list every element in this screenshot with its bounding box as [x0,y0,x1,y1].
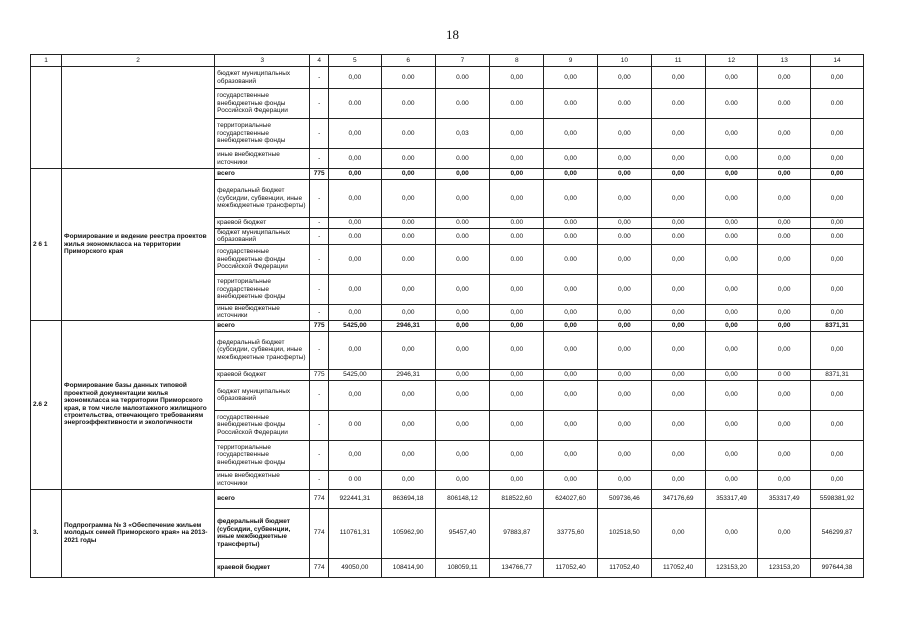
amount-cell: 117052,40 [544,558,598,577]
amount-cell: 0,00 [544,320,598,331]
amount-cell: 123153,20 [758,558,811,577]
amount-cell: 134766,77 [490,558,544,577]
amount-cell: 0,00 [597,169,651,180]
amount-cell: 0,00 [328,331,381,369]
amount-cell: 5598381,92 [811,489,864,508]
amount-cell: 922441,31 [328,489,381,508]
ministry-code: 775 [310,369,329,380]
column-header: 10 [597,55,651,67]
amount-cell: 353317,49 [758,489,811,508]
amount-cell: 0,00 [705,244,758,274]
amount-cell: 0,00 [435,304,490,320]
amount-cell: 0,00 [328,440,381,470]
amount-cell: 0.00 [435,244,490,274]
header-row [31,55,864,67]
ministry-code: - [310,149,329,169]
amount-cell: 0,00 [705,274,758,304]
amount-cell: 0,03 [435,119,490,149]
amount-cell: 0,00 [705,218,758,229]
amount-cell: 806148,12 [435,489,490,508]
amount-cell: 0,00 [490,410,544,440]
table-row [31,67,864,89]
amount-cell: 0,00 [811,440,864,470]
ministry-code: 774 [310,489,329,508]
amount-cell: 0,00 [381,410,435,440]
amount-cell: 0,00 [435,440,490,470]
amount-cell: 0.00 [435,89,490,119]
amount-cell: 0,00 [544,470,598,489]
amount-cell: 0,00 [651,440,705,470]
column-header: 2 [62,55,215,67]
amount-cell: 0,00 [490,119,544,149]
funding-source: всего [215,489,310,508]
amount-cell: 0,00 [490,169,544,180]
amount-cell: 0,00 [435,331,490,369]
amount-cell: 0,00 [490,274,544,304]
amount-cell: 0,00 [435,380,490,410]
amount-cell: 0,00 [544,369,598,380]
funding-source: всего [215,169,310,180]
amount-cell: 0,00 [758,380,811,410]
amount-cell: 0,00 [381,380,435,410]
amount-cell: 5425,00 [328,369,381,380]
amount-cell: 0,00 [705,169,758,180]
amount-cell: 0,00 [811,119,864,149]
amount-cell: 0,00 [651,149,705,169]
amount-cell: 0,00 [544,274,598,304]
amount-cell: 0,00 [544,410,598,440]
funding-source: государственные внебюджетные фонды Российской Федерации [215,89,310,119]
column-header: 12 [705,55,758,67]
funding-source: территориальные государственные внебюджетные фонды [215,274,310,304]
amount-cell: 0,00 [811,218,864,229]
ministry-code: - [310,304,329,320]
column-header: 9 [544,55,598,67]
amount-cell: 0,00 [651,274,705,304]
amount-cell: 0,00 [435,410,490,440]
column-header: 11 [651,55,705,67]
amount-cell: 0,00 [651,218,705,229]
column-header: 5 [328,55,381,67]
column-header: 8 [490,55,544,67]
amount-cell: 8371,31 [811,320,864,331]
funding-source: иные внебюджетные источники [215,470,310,489]
amount-cell: 0,00 [651,508,705,558]
amount-cell: 0,00 [490,380,544,410]
amount-cell: 0,00 [758,440,811,470]
amount-cell: 0.00 [381,89,435,119]
amount-cell: 0,00 [705,180,758,218]
amount-cell: 0,00 [651,67,705,89]
amount-cell: 0,00 [811,169,864,180]
amount-cell: 102518,50 [597,508,651,558]
ministry-code: - [310,410,329,440]
amount-cell: 0,00 [651,119,705,149]
ministry-code: - [310,380,329,410]
amount-cell: 0,00 [811,149,864,169]
column-header: 3 [215,55,310,67]
ministry-code: - [310,67,329,89]
amount-cell: 117052,40 [651,558,705,577]
amount-cell: 0.00 [758,229,811,245]
amount-cell: 108059,11 [435,558,490,577]
funding-source: всего [215,320,310,331]
amount-cell: 0,00 [651,320,705,331]
amount-cell: 0,00 [328,180,381,218]
amount-cell: 0,00 [381,331,435,369]
amount-cell: 0,00 [381,440,435,470]
ministry-code: - [310,244,329,274]
amount-cell: 8371,31 [811,369,864,380]
amount-cell: 0,00 [705,470,758,489]
amount-cell: 0,00 [328,169,381,180]
amount-cell: 0.00 [811,229,864,245]
item-number: 3. [31,489,62,577]
amount-cell: 0,00 [758,304,811,320]
amount-cell: 0,00 [811,410,864,440]
amount-cell: 0,00 [758,410,811,440]
funding-source: бюджет муниципальных образований [215,229,310,245]
amount-cell: 0,00 [597,304,651,320]
amount-cell: 0,00 [328,149,381,169]
amount-cell: 0,00 [435,274,490,304]
amount-cell: 0.00 [381,229,435,245]
amount-cell: 0,00 [758,320,811,331]
amount-cell: 0,00 [435,470,490,489]
amount-cell: 0,00 [705,67,758,89]
amount-cell: 0,00 [544,180,598,218]
funding-source: иные внебюджетные источники [215,149,310,169]
amount-cell: 0,00 [597,180,651,218]
ministry-code: - [310,89,329,119]
funding-source: краевой бюджет [215,558,310,577]
amount-cell: 0,00 [651,169,705,180]
amount-cell: 0,00 [490,304,544,320]
amount-cell: 0.00 [544,89,598,119]
amount-cell: 0,00 [705,410,758,440]
amount-cell: 0,00 [544,169,598,180]
table-body [31,67,864,578]
ministry-code: 775 [310,169,329,180]
column-header: 1 [31,55,62,67]
amount-cell: 0,00 [758,331,811,369]
item-number: 2 6 1 [31,169,62,321]
funding-source: бюджет муниципальных образований [215,380,310,410]
amount-cell: 0,00 [544,440,598,470]
page-number: 18 [446,27,459,42]
amount-cell: 0,00 [597,149,651,169]
amount-cell: 95457,40 [435,508,490,558]
amount-cell: 0.00 [435,67,490,89]
funding-source: государственные внебюджетные фонды Российской Федерации [215,410,310,440]
funding-source: федеральный бюджет (субсидии, субвенции, иные межбюджетные трансферты) [215,180,310,218]
amount-cell: 0,00 [435,169,490,180]
amount-cell: 5425,00 [328,320,381,331]
amount-cell: 624027,60 [544,489,598,508]
budget-table [30,54,864,578]
amount-cell: 0,00 [328,274,381,304]
ministry-code: - [310,440,329,470]
amount-cell: 0,00 [328,67,381,89]
table-row [31,320,864,331]
amount-cell: 0,00 [435,320,490,331]
column-header: 4 [310,55,329,67]
amount-cell: 0,00 [651,331,705,369]
amount-cell: 0.00 [544,229,598,245]
amount-cell: 0.00 [381,244,435,274]
amount-cell: 0,00 [705,119,758,149]
amount-cell: 0,00 [597,380,651,410]
amount-cell: 997644,38 [811,558,864,577]
item-number [31,67,62,169]
amount-cell: 0,00 [490,149,544,169]
amount-cell: 0,00 [328,218,381,229]
item-name: Формирование и ведение реестра проектов жилья экономкласса на территории Приморского края [62,169,215,321]
amount-cell: 0,00 [758,470,811,489]
amount-cell: 2946,31 [381,320,435,331]
column-header: 7 [435,55,490,67]
amount-cell: 0,00 [490,320,544,331]
amount-cell: 123153,20 [705,558,758,577]
amount-cell: 0,00 [651,380,705,410]
ministry-code: - [310,229,329,245]
amount-cell: 0,00 [597,119,651,149]
amount-cell: 0,00 [490,67,544,89]
amount-cell: 0,00 [490,440,544,470]
amount-cell: 0,00 [597,440,651,470]
funding-source: бюджет муниципальных образований [215,67,310,89]
table-row [31,169,864,180]
amount-cell: 0,00 [597,244,651,274]
column-header: 6 [381,55,435,67]
amount-cell: 0,00 [758,218,811,229]
amount-cell: 0,00 [758,180,811,218]
amount-cell: 0,00 [381,274,435,304]
amount-cell: 0,00 [811,380,864,410]
amount-cell: 0,00 [597,274,651,304]
amount-cell: 0.00 [597,229,651,245]
funding-source: территориальные государственные внебюджетные фонды [215,440,310,470]
amount-cell: 105962,90 [381,508,435,558]
amount-cell: 863694,18 [381,489,435,508]
amount-cell: 0.00 [381,67,435,89]
amount-cell: 0,00 [597,410,651,440]
amount-cell: 0.00 [435,229,490,245]
amount-cell: 0.00 [705,229,758,245]
amount-cell: 0,00 [758,119,811,149]
amount-cell: 0,00 [544,380,598,410]
ministry-code: 775 [310,320,329,331]
amount-cell: 0,00 [597,320,651,331]
amount-cell: 110761,31 [328,508,381,558]
amount-cell: 0,00 [705,369,758,380]
amount-cell: 0,00 [811,470,864,489]
amount-cell: 0,00 [597,470,651,489]
amount-cell: 108414,90 [381,558,435,577]
amount-cell: 0.00 [328,89,381,119]
amount-cell: 0,00 [705,508,758,558]
amount-cell: 0,00 [811,244,864,274]
item-name: Подпрограмма № 3 «Обеспечение жильем молодых семей Приморского края» на 2013-2021 годы [62,489,215,577]
amount-cell: 0,00 [651,304,705,320]
column-header: 13 [758,55,811,67]
amount-cell: 0,00 [490,331,544,369]
amount-cell: 0,00 [705,440,758,470]
item-number: 2.6 2 [31,320,62,489]
funding-source: краевой бюджет [215,218,310,229]
amount-cell: 0,00 [758,169,811,180]
amount-cell: 0.00 [381,218,435,229]
amount-cell: 0.00 [435,218,490,229]
amount-cell: 0,00 [597,218,651,229]
amount-cell: 0,00 [544,67,598,89]
amount-cell: 0.00 [651,89,705,119]
amount-cell: 0,00 [544,119,598,149]
amount-cell: 0,00 [435,369,490,380]
amount-cell: 0 00 [758,369,811,380]
amount-cell: 0,00 [651,180,705,218]
amount-cell: 33775,60 [544,508,598,558]
item-name [62,67,215,169]
funding-source: федеральный бюджет (субсидии, субвенции, иные межбюджетные трансферты) [215,331,310,369]
amount-cell: 0,00 [381,304,435,320]
ministry-code: - [310,470,329,489]
amount-cell: 0,00 [544,304,598,320]
amount-cell: 0,00 [758,149,811,169]
amount-cell: 0,00 [544,149,598,169]
amount-cell: 353317,49 [705,489,758,508]
amount-cell: 0,00 [811,67,864,89]
amount-cell: 0,00 [651,369,705,380]
amount-cell: 0,00 [811,274,864,304]
item-name: Формирование базы данных типовой проектной документации жилья экономкласса на территории Приморского края, в том числе малоэтажного жилищного строительства, отвечающего требованиям энергоэффективности и экологичности [62,320,215,489]
ministry-code: - [310,274,329,304]
funding-source: иные внебюджетные источники [215,304,310,320]
amount-cell: 0.00 [490,89,544,119]
amount-cell: 0,00 [328,380,381,410]
amount-cell: 0,00 [705,380,758,410]
amount-cell: 0,00 [328,304,381,320]
amount-cell: 347176,69 [651,489,705,508]
amount-cell: 0,00 [811,180,864,218]
ministry-code: 774 [310,508,329,558]
amount-cell: 0,00 [381,180,435,218]
amount-cell: 2946,31 [381,369,435,380]
amount-cell: 0.00 [811,89,864,119]
amount-cell: 0 00 [328,410,381,440]
amount-cell: 0,00 [758,508,811,558]
amount-cell: 0.00 [597,89,651,119]
amount-cell: 0,00 [705,320,758,331]
amount-cell: 0,00 [328,244,381,274]
ministry-code: - [310,331,329,369]
amount-cell: 0,00 [544,331,598,369]
ministry-code: - [310,218,329,229]
amount-cell: 97883,87 [490,508,544,558]
amount-cell: 0,00 [758,67,811,89]
amount-cell: 0,00 [490,369,544,380]
funding-source: федеральный бюджет (субсидии, субвенции, иные межбюджетные трансферты) [215,508,310,558]
amount-cell: 0.00 [651,229,705,245]
amount-cell: 0.00 [435,149,490,169]
amount-cell: 818522,60 [490,489,544,508]
amount-cell: 0.00 [490,229,544,245]
amount-cell: 117052,40 [597,558,651,577]
amount-cell: 0,00 [705,331,758,369]
amount-cell: 0.00 [544,244,598,274]
amount-cell: 0,00 [811,304,864,320]
amount-cell: 0.00 [490,218,544,229]
amount-cell: 0.00 [544,218,598,229]
amount-cell: 0.00 [758,89,811,119]
ministry-code: - [310,180,329,218]
amount-cell: 49050,00 [328,558,381,577]
amount-cell: 0,00 [597,331,651,369]
amount-cell: 0,00 [705,304,758,320]
amount-cell: 0.00 [381,149,435,169]
amount-cell: 0.00 [705,89,758,119]
amount-cell: 509736,46 [597,489,651,508]
amount-cell: 0.00 [328,229,381,245]
ministry-code: - [310,119,329,149]
amount-cell: 0,00 [381,169,435,180]
amount-cell: 0,00 [490,180,544,218]
amount-cell: 0,00 [651,470,705,489]
amount-cell: 0,00 [435,180,490,218]
amount-cell: 0.00 [490,244,544,274]
amount-cell: 546299,87 [811,508,864,558]
table-row [31,489,864,508]
amount-cell: 0,00 [705,149,758,169]
funding-source: государственные внебюджетные фонды Российской Федерации [215,244,310,274]
amount-cell: 0,00 [811,331,864,369]
amount-cell: 0,00 [328,119,381,149]
amount-cell: 0.00 [381,119,435,149]
amount-cell: 0,00 [758,274,811,304]
amount-cell: 0,00 [490,470,544,489]
amount-cell: 0,00 [597,369,651,380]
ministry-code: 774 [310,558,329,577]
column-header: 14 [811,55,864,67]
amount-cell: 0,00 [758,244,811,274]
amount-cell: 0,00 [651,244,705,274]
amount-cell: 0,00 [651,410,705,440]
amount-cell: 0,00 [381,470,435,489]
funding-source: краевой бюджет [215,369,310,380]
amount-cell: 0 00 [328,470,381,489]
amount-cell: 0,00 [597,67,651,89]
funding-source: территориальные государственные внебюджетные фонды [215,119,310,149]
